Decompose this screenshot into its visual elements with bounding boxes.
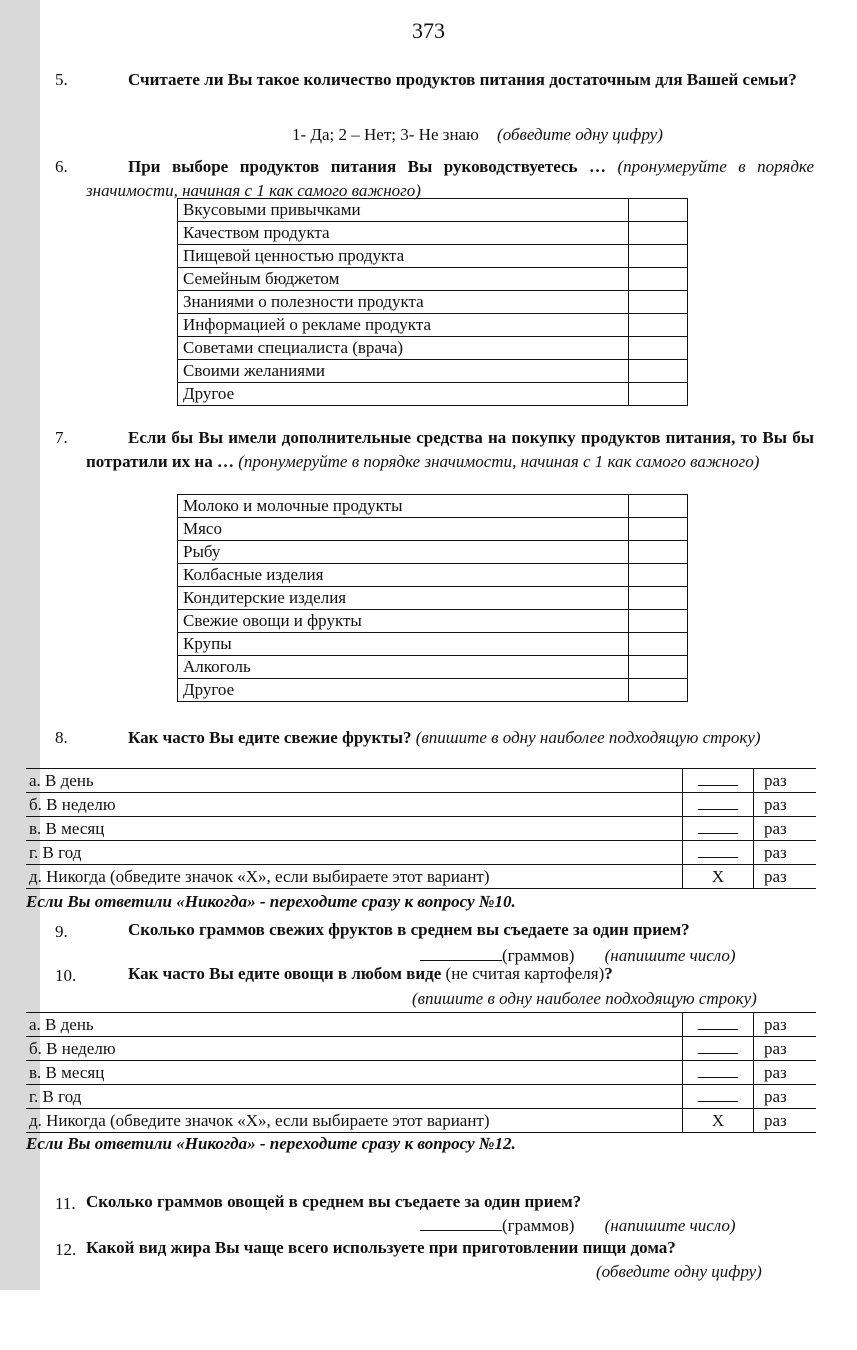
q6-rank-label: Советами специалиста (врача) [178, 337, 629, 360]
q7-rank-input-cell[interactable] [629, 518, 688, 541]
q7-rank-row [178, 495, 688, 518]
q10-frequency-answer[interactable] [683, 1109, 754, 1133]
q6-rank-row [178, 222, 688, 245]
q10-frequency-blank[interactable] [698, 1087, 738, 1102]
q8-frequency-row [26, 769, 816, 793]
q8-frequency-label: в. В месяц [26, 817, 683, 841]
q8-number: 8. [55, 728, 68, 747]
q6-rank-label: Знаниями о полезности продукта [178, 291, 629, 314]
q8-frequency-label: д. Никогда (обведите значок «Х», если выбираете этот вариант) [26, 865, 683, 889]
q7-rank-input-cell[interactable] [629, 656, 688, 679]
q7-rank-row [178, 610, 688, 633]
q10-frequency-label: а. В день [26, 1013, 683, 1037]
q6-rank-label: Своими желаниями [178, 360, 629, 383]
q8-frequency-unit: раз [754, 769, 817, 793]
q7-question: Если бы Вы имели дополнительные средства на покупку продуктов питания, то Вы бы потратили их на … [86, 428, 814, 471]
q9-note: (напишите число) [604, 946, 736, 965]
q5-text: Считаете ли Вы такое количество продуктов питания достаточным для Вашей семьи? [128, 70, 797, 89]
q10-frequency-blank[interactable] [698, 1039, 738, 1054]
q5-note: (обведите одну цифру) [497, 125, 663, 144]
q7-rank-label: Кондитерские изделия [178, 587, 629, 610]
q11-unit: (граммов) [502, 1216, 575, 1235]
q6-rank-input-cell[interactable] [629, 360, 688, 383]
q7-rank-row [178, 633, 688, 656]
q6-rank-table [177, 198, 688, 406]
q10-frequency-unit: раз [754, 1013, 817, 1037]
q10-text [128, 964, 613, 984]
q8-frequency-answer[interactable] [683, 817, 754, 841]
q6-rank-input-cell[interactable] [629, 314, 688, 337]
q10-question-plain: (не считая картофеля) [445, 964, 605, 983]
q8-frequency-row [26, 865, 816, 889]
page-number: 373 [412, 18, 445, 43]
q6-rank-row [178, 199, 688, 222]
q7-rank-label: Крупы [178, 633, 629, 656]
q7-rank-input-cell[interactable] [629, 633, 688, 656]
q7-rank-label: Свежие овощи и фрукты [178, 610, 629, 633]
q11-number: 11. [55, 1194, 76, 1213]
q10-frequency-blank[interactable] [698, 1015, 738, 1030]
q6-rank-input-cell[interactable] [629, 268, 688, 291]
q7-rank-input-cell[interactable] [629, 587, 688, 610]
q6-question: При выборе продуктов питания Вы руководствуетесь … [128, 157, 606, 176]
q7-rank-input-cell[interactable] [629, 495, 688, 518]
q7-rank-row [178, 541, 688, 564]
q8-frequency-unit: раз [754, 793, 817, 817]
q8-note: (впишите в одну наиболее подходящую строку) [415, 728, 761, 747]
q8-frequency-unit: раз [754, 865, 817, 889]
q6-rank-row [178, 360, 688, 383]
q6-rank-label: Информацией о рекламе продукта [178, 314, 629, 337]
q7-rank-row [178, 679, 688, 702]
q7-rank-input-cell[interactable] [629, 679, 688, 702]
q7-rank-label: Рыбу [178, 541, 629, 564]
q6-rank-row [178, 383, 688, 406]
q6-rank-input-cell[interactable] [629, 291, 688, 314]
q8-question: Как часто Вы едите свежие фрукты? [128, 728, 412, 747]
q8-frequency-blank[interactable] [698, 795, 738, 810]
q10-frequency-label: г. В год [26, 1085, 683, 1109]
q6-text [86, 155, 814, 203]
q6-rank-input-cell[interactable] [629, 383, 688, 406]
q6-rank-row [178, 245, 688, 268]
q6-rank-input-cell[interactable] [629, 199, 688, 222]
q8-frequency-answer[interactable] [683, 841, 754, 865]
q7-rank-label: Молоко и молочные продукты [178, 495, 629, 518]
q10-question-end: ? [604, 964, 613, 983]
q7-rank-table [177, 494, 688, 702]
q8-frequency-answer[interactable] [683, 793, 754, 817]
q10-frequency-answer[interactable] [683, 1061, 754, 1085]
q10-frequency-row [26, 1037, 816, 1061]
q10-frequency-label: д. Никогда (обведите значок «Х», если выбираете этот вариант) [26, 1109, 683, 1133]
q8-frequency-blank[interactable] [698, 819, 738, 834]
q5-options-text: 1- Да; 2 – Нет; 3- Не знаю [292, 125, 479, 144]
q6-rank-label: Вкусовыми привычками [178, 199, 629, 222]
q9-answer-row [420, 944, 736, 966]
q10-frequency-answer[interactable] [683, 1013, 754, 1037]
q8-frequency-row [26, 841, 816, 865]
q10-frequency-answer[interactable] [683, 1085, 754, 1109]
q6-rank-row [178, 291, 688, 314]
q8-frequency-label: г. В год [26, 841, 683, 865]
q5-number: 5. [55, 70, 68, 89]
q8-frequency-answer[interactable] [683, 769, 754, 793]
q12-number: 12. [55, 1240, 77, 1259]
q7-rank-row [178, 656, 688, 679]
q10-frequency-row [26, 1109, 816, 1133]
q10-frequency-label: в. В месяц [26, 1061, 683, 1085]
q7-rank-row [178, 587, 688, 610]
q10-never-mark[interactable]: Х [711, 1111, 725, 1130]
q9-text: Сколько граммов свежих фруктов в среднем вы съедаете за один прием? [128, 920, 690, 939]
q6-rank-input-cell[interactable] [629, 222, 688, 245]
q10-frequency-unit: раз [754, 1109, 817, 1133]
q9-unit: (граммов) [502, 946, 575, 965]
q7-rank-label: Другое [178, 679, 629, 702]
q9-number: 9. [55, 922, 68, 941]
q10-frequency-row [26, 1013, 816, 1037]
q11-answer-row [420, 1214, 736, 1236]
q10-frequency-row [26, 1061, 816, 1085]
q6-number: 6. [55, 157, 68, 176]
q10-frequency-answer[interactable] [683, 1037, 754, 1061]
q7-number: 7. [55, 428, 68, 447]
q8-frequency-label: а. В день [26, 769, 683, 793]
q10-question: Как часто Вы едите овощи в любом виде [128, 964, 442, 983]
q12-text: Какой вид жира Вы чаще всего используете при приготовлении пищи дома? [86, 1238, 676, 1257]
q10-frequency-row [26, 1085, 816, 1109]
q8-frequency-table [26, 768, 816, 889]
q6-rank-row [178, 337, 688, 360]
q7-rank-row [178, 564, 688, 587]
q8-frequency-label: б. В неделю [26, 793, 683, 817]
q6-rank-input-cell[interactable] [629, 337, 688, 360]
q8-text [86, 726, 814, 750]
q8-frequency-row [26, 817, 816, 841]
q10-note: (впишите в одну наиболее подходящую строку) [412, 989, 757, 1008]
q8-frequency-blank[interactable] [698, 771, 738, 786]
q7-rank-input-cell[interactable] [629, 610, 688, 633]
q10-frequency-table [26, 1012, 816, 1133]
q11-text: Сколько граммов овощей в среднем вы съедаете за один прием? [86, 1192, 582, 1211]
q8-never-mark[interactable]: Х [711, 867, 725, 886]
q7-rank-input-cell[interactable] [629, 541, 688, 564]
q8-frequency-blank[interactable] [698, 843, 738, 858]
q10-frequency-label: б. В неделю [26, 1037, 683, 1061]
q6-rank-row [178, 314, 688, 337]
q7-rank-input-cell[interactable] [629, 564, 688, 587]
q6-rank-label: Другое [178, 383, 629, 406]
q12-note: (обведите одну цифру) [596, 1262, 762, 1281]
q8-frequency-row [26, 793, 816, 817]
q11-answer-blank[interactable] [420, 1214, 502, 1231]
q6-rank-label: Семейным бюджетом [178, 268, 629, 291]
q10-frequency-unit: раз [754, 1085, 817, 1109]
q5-options [292, 125, 663, 145]
q7-text [86, 426, 814, 474]
q7-rank-label: Мясо [178, 518, 629, 541]
q6-rank-label: Качеством продукта [178, 222, 629, 245]
q8-frequency-unit: раз [754, 817, 817, 841]
q10-skip-note: Если Вы ответили «Никогда» - переходите сразу к вопросу №12. [26, 1134, 516, 1153]
q11-note: (напишите число) [604, 1216, 736, 1235]
q10-frequency-unit: раз [754, 1061, 817, 1085]
q10-frequency-unit: раз [754, 1037, 817, 1061]
q8-frequency-unit: раз [754, 841, 817, 865]
q6-rank-label: Пищевой ценностью продукта [178, 245, 629, 268]
q7-note: (пронумеруйте в порядке значимости, начиная с 1 как самого важного) [238, 452, 760, 471]
q6-rank-input-cell[interactable] [629, 245, 688, 268]
q7-rank-label: Алкоголь [178, 656, 629, 679]
q7-rank-row [178, 518, 688, 541]
q6-note: (пронумеруйте в порядке значимости, начиная с 1 как самого важного) [86, 157, 814, 200]
q9-answer-blank[interactable] [420, 944, 502, 961]
q10-number: 10. [55, 966, 77, 985]
q8-frequency-answer[interactable] [683, 865, 754, 889]
q6-rank-row [178, 268, 688, 291]
q10-frequency-blank[interactable] [698, 1063, 738, 1078]
q8-skip-note: Если Вы ответили «Никогда» - переходите сразу к вопросу №10. [26, 892, 516, 911]
q7-rank-label: Колбасные изделия [178, 564, 629, 587]
